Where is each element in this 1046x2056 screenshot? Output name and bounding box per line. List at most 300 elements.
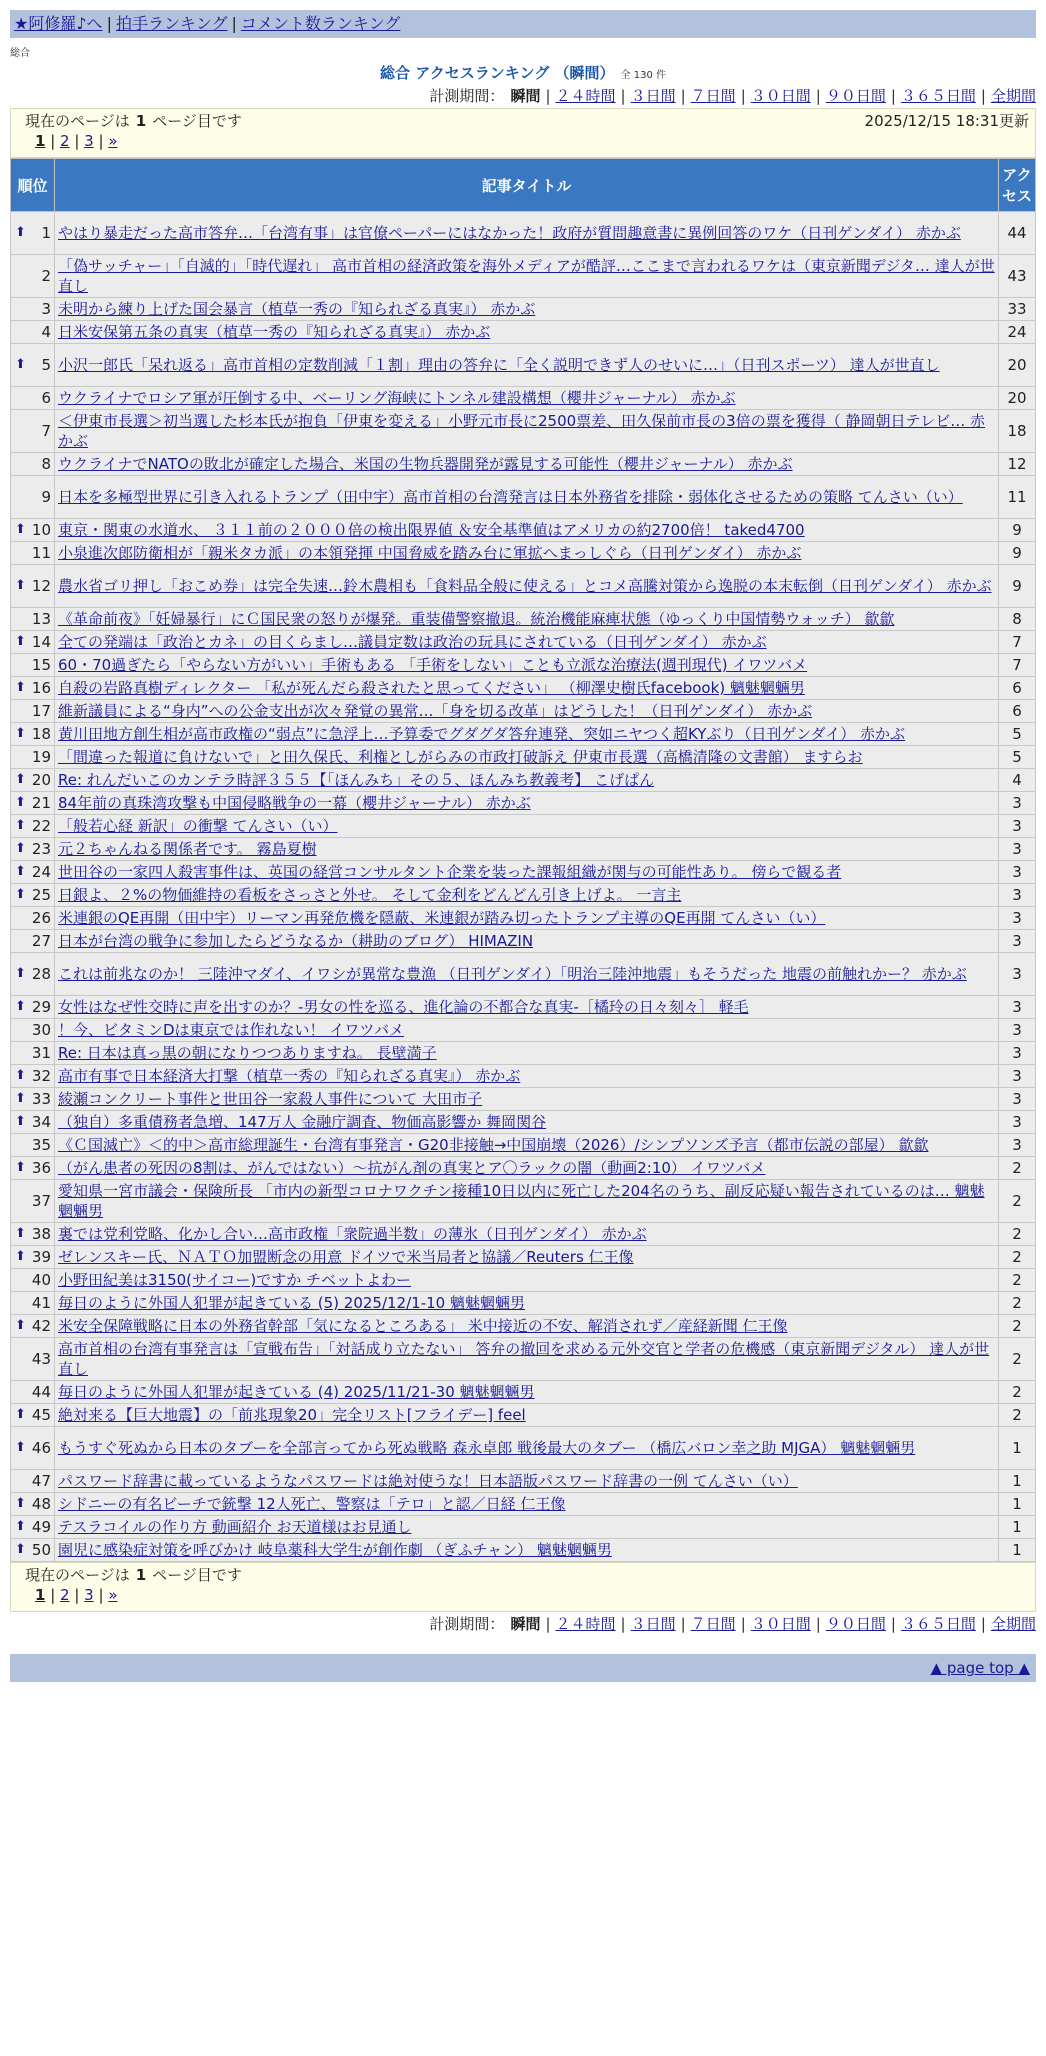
article-title-link[interactable]: 絶対来る【巨大地震】の「前兆現象20」完全リスト[フライデー] feel	[58, 1406, 526, 1424]
article-title-link[interactable]: 日本が台湾の戦争に参加したらどうなるか（耕助のブログ） HIMAZIN	[58, 932, 534, 950]
access-count: 1	[999, 1493, 1036, 1516]
rank-number: 7	[41, 422, 51, 440]
title-cell	[55, 565, 999, 608]
rank-cell	[11, 996, 55, 1019]
period-separator: |	[890, 1615, 896, 1633]
rank-up-arrow-icon: ⬆	[15, 578, 26, 593]
access-count: 5	[999, 723, 1036, 746]
table-row	[11, 1404, 1036, 1427]
access-count: 3	[999, 953, 1036, 996]
category-label: 総合	[10, 48, 30, 59]
rank-number: 23	[31, 840, 51, 858]
rank-number: 9	[41, 488, 51, 506]
period-link[interactable]: ２４時間	[555, 1615, 616, 1633]
rank-cell	[11, 930, 55, 953]
rank-cell	[11, 838, 55, 861]
comment-ranking-link[interactable]: コメント数ランキング	[240, 14, 401, 33]
article-title-link[interactable]: 小泉進次郎防衛相が「親米タカ派」の本領発揮 中国脅威を踏み台に軍拡へまっしぐら（日刊ゲンダイ） 赤かぶ	[58, 544, 802, 562]
article-title-link[interactable]: 元２ちゃんねる関係者です。 霧島夏樹	[58, 840, 317, 858]
rank-number: 12	[31, 577, 51, 595]
title-cell	[55, 815, 999, 838]
access-count: 5	[999, 746, 1036, 769]
page-separator: |	[45, 132, 61, 150]
applause-ranking-link[interactable]: 拍手ランキング	[115, 14, 228, 33]
article-title-link[interactable]: 裏では党利党略、化かし合い…高市政権「衆院過半数」の薄氷（日刊ゲンダイ） 赤かぶ	[58, 1225, 647, 1243]
rank-number: 31	[31, 1044, 51, 1062]
table-row	[11, 631, 1036, 654]
article-title-link[interactable]: 世田谷の一家四人殺害事件は、英国の経営コンサルタント企業を装った課報組織が関与の可能性あり。 傍らで観る者	[58, 863, 842, 881]
rank-up-arrow-icon: ⬆	[15, 864, 26, 879]
table-row	[11, 298, 1036, 321]
period-link[interactable]: ３日間	[630, 87, 676, 105]
rank-cell	[11, 344, 55, 387]
title-cell	[55, 1223, 999, 1246]
table-row	[11, 996, 1036, 1019]
article-title-link[interactable]: 毎日のように外国人犯罪が起きている (4) 2025/11/21-30 魑魅魍魎男	[58, 1383, 535, 1401]
title-cell	[55, 344, 999, 387]
current-page-prefix: 現在のページは	[25, 112, 130, 130]
rank-cell	[11, 1269, 55, 1292]
rank-up-arrow-icon: ⬆	[15, 887, 26, 902]
rank-cell	[11, 410, 55, 453]
rank-up-arrow-icon: ⬆	[15, 1114, 26, 1129]
rank-number: 24	[31, 863, 51, 881]
rank-cell	[11, 815, 55, 838]
period-separator: |	[545, 87, 551, 105]
rank-up-arrow-icon: ⬆	[15, 841, 26, 856]
rank-number: 34	[31, 1113, 51, 1131]
rank-cell	[11, 1404, 55, 1427]
article-title-link[interactable]: 《Ｃ国滅亡》＜的中＞高市総理誕生・台湾有事発言・G20非接触→中国崩壊（2026）/シンプソンズ予言（都市伝説の部屋） 歙歙	[58, 1136, 929, 1154]
table-row	[11, 321, 1036, 344]
title-cell	[55, 1539, 999, 1562]
table-row	[11, 1315, 1036, 1338]
page-separator: |	[69, 132, 85, 150]
table-row	[11, 953, 1036, 996]
title-cell	[55, 1019, 999, 1042]
article-title-link[interactable]: 東京・関東の水道水、 ３１１前の２０００倍の検出限界値 ＆安全基準値はアメリカの約2700倍！ taked4700	[58, 521, 805, 539]
page-links	[25, 1585, 1031, 1605]
rank-number: 13	[31, 610, 51, 628]
rank-number: 8	[41, 455, 51, 473]
title-cell	[55, 1134, 999, 1157]
table-row	[11, 453, 1036, 476]
page-link[interactable]: 3	[84, 1586, 94, 1604]
period-link[interactable]: ３６５日間	[900, 1615, 976, 1633]
access-count: 2	[999, 1223, 1036, 1246]
page-top-link[interactable]: ▲ page top ▲	[930, 1659, 1030, 1677]
rank-up-arrow-icon: ⬆	[15, 1519, 26, 1534]
current-page-number: 1	[135, 112, 147, 130]
title-cell	[55, 861, 999, 884]
rank-cell	[11, 1088, 55, 1111]
article-title-link[interactable]: やはり暴走だった高市答弁…「台湾有事」は官僚ペーパーにはなかった！政府が質問趣意書に異例回答のワケ（日刊ゲンダイ） 赤かぶ	[58, 224, 961, 242]
article-title-link[interactable]: 未明から練り上げた国会暴言（植草一秀の『知られざる真実』） 赤かぶ	[58, 300, 536, 318]
table-row	[11, 861, 1036, 884]
rank-cell	[11, 565, 55, 608]
access-count: 33	[999, 298, 1036, 321]
access-count: 44	[999, 212, 1036, 255]
table-row	[11, 769, 1036, 792]
rank-up-arrow-icon: ⬆	[15, 1226, 26, 1241]
article-title-link[interactable]: Re: れんだいこのカンテラ時評３５５【「ほんみち」その５、ほんみち教義考】 こげぱん	[58, 771, 655, 789]
title-cell	[55, 298, 999, 321]
access-count: 20	[999, 344, 1036, 387]
rank-cell	[11, 907, 55, 930]
period-link[interactable]: ７日間	[690, 87, 736, 105]
home-link[interactable]: ★阿修羅♪へ	[14, 14, 103, 33]
rank-cell	[11, 1223, 55, 1246]
table-row	[11, 1134, 1036, 1157]
rank-up-arrow-icon: ⬆	[15, 680, 26, 695]
rank-cell	[11, 1315, 55, 1338]
table-row	[11, 700, 1036, 723]
period-separator: |	[620, 1615, 626, 1633]
period-link[interactable]: ３日間	[630, 1615, 676, 1633]
access-count: 8	[999, 608, 1036, 631]
rank-number: 47	[31, 1472, 51, 1490]
access-count: 4	[999, 769, 1036, 792]
page-title: 総合 アクセスランキング （瞬間）	[380, 64, 615, 82]
article-title-link[interactable]: 女性はなぜ性交時に声を出すのか？-男女の性を巡る、進化論の不都合な真実-［橘玲の日々刻々］ 軽毛	[58, 998, 749, 1016]
period-label: 計測期間：	[429, 87, 505, 105]
current-page-prefix: 現在のページは	[25, 1566, 130, 1584]
period-link[interactable]: ３６５日間	[900, 87, 976, 105]
article-title-link[interactable]: 米連銀のQE再開（田中宇）リーマン再発危機を隠蔽、米連銀が踏み切ったトランプ主導のQE再開 てんさい（い）	[58, 909, 826, 927]
top-nav	[10, 10, 1036, 38]
title-cell	[55, 746, 999, 769]
title-cell	[55, 1338, 999, 1381]
table-row	[11, 1246, 1036, 1269]
rank-cell	[11, 677, 55, 700]
title-cell	[55, 654, 999, 677]
rank-cell	[11, 792, 55, 815]
total-count: 全 130 件	[620, 70, 666, 81]
rank-number: 20	[31, 771, 51, 789]
article-title-link[interactable]: 米安全保障戦略に日本の外務省幹部「気になるところある」 米中接近の不安、解消されず／産経新聞 仁王像	[58, 1317, 788, 1335]
title-cell	[55, 930, 999, 953]
rank-cell	[11, 387, 55, 410]
article-title-link[interactable]: 全ての発端は「政治とカネ」の目くらまし…議員定数は政治の玩具にされている（日刊ゲンダイ） 赤かぶ	[58, 633, 767, 651]
rank-cell	[11, 1065, 55, 1088]
table-row	[11, 519, 1036, 542]
header-rank: 順位	[11, 159, 55, 212]
rank-number: 14	[31, 633, 51, 651]
page-link[interactable]: 2	[60, 132, 70, 150]
access-count: 2	[999, 1246, 1036, 1269]
period-link[interactable]: ２４時間	[555, 87, 616, 105]
article-title-link[interactable]: 高市有事で日本経済大打撃（植草一秀の『知られざる真実』） 赤かぶ	[58, 1067, 521, 1085]
rank-number: 26	[31, 909, 51, 927]
access-count: 6	[999, 700, 1036, 723]
rank-up-arrow-icon: ⬆	[15, 1407, 26, 1422]
article-title-link[interactable]: 「偽サッチャー」「自滅的」「時代遅れ」 高市首相の経済政策を海外メディアが酷評…ここまで言われるワケは（東京新聞デジタ… 達人が世直し	[58, 257, 995, 295]
rank-number: 16	[31, 679, 51, 697]
rank-cell	[11, 298, 55, 321]
rank-number: 4	[41, 323, 51, 341]
title-cell	[55, 884, 999, 907]
article-title-link[interactable]: 「間違った報道に負けないで」と田久保氏、利権としがらみの市政打破訴え 伊東市長選（高橋清隆の文書館） ますらお	[58, 748, 863, 766]
article-title-link[interactable]: パスワード辞書に載っているようなパスワードは絶対使うな！日本語版パスワード辞書の一例 てんさい（い）	[58, 1472, 798, 1490]
period-separator: |	[980, 87, 986, 105]
access-count: 7	[999, 631, 1036, 654]
article-title-link[interactable]: 84年前の真珠湾攻撃も中国侵略戦争の一幕（櫻井ジャーナル） 赤かぶ	[58, 794, 531, 812]
rank-cell	[11, 1493, 55, 1516]
article-title-link[interactable]: 園児に感染症対策を呼びかけ 岐阜薬科大学生が創作劇 （ぎふチャン） 魑魅魍魎男	[58, 1541, 612, 1559]
title-cell	[55, 1065, 999, 1088]
article-title-link[interactable]: ！今、ビタミンDは東京では作れない！ イワツバメ	[58, 1021, 405, 1039]
title-cell	[55, 792, 999, 815]
table-row	[11, 255, 1036, 298]
table-row	[11, 1292, 1036, 1315]
rank-cell	[11, 519, 55, 542]
nav-separator: |	[106, 14, 112, 33]
table-row	[11, 410, 1036, 453]
rank-number: 42	[31, 1317, 51, 1335]
rank-cell	[11, 1516, 55, 1539]
title-cell	[55, 1427, 999, 1470]
updated-timestamp: 2025/12/15 18:31更新	[864, 112, 1029, 130]
period-link[interactable]: ３０日間	[750, 1615, 811, 1633]
article-title-link[interactable]: シドニーの有名ビーチで銃撃 12人死亡、警察は「テロ」と認／日経 仁王像	[58, 1495, 566, 1513]
table-row	[11, 1338, 1036, 1381]
article-title-link[interactable]: 愛知県一宮市議会・保険所長 「市内の新型コロナワクチン接種10日以内に死亡した204名のうち、副反応疑い報告されているのは… 魑魅魍魎男	[58, 1182, 985, 1220]
title-cell	[55, 453, 999, 476]
article-title-link[interactable]: 農水省ゴリ押し「おこめ券」は完全失速…鈴木農相も「食料品全般に使える」とコメ高騰対策から逸脱の本末転倒（日刊ゲンダイ） 赤かぶ	[58, 577, 992, 595]
page-separator: |	[93, 132, 109, 150]
rank-cell	[11, 476, 55, 519]
rank-cell	[11, 1338, 55, 1381]
period-link[interactable]: ７日間	[690, 1615, 736, 1633]
next-page-link[interactable]: »	[108, 132, 118, 150]
article-title-link[interactable]: （がん患者の死因の8割は、がんではない）～抗がん剤の真実とア〇ラックの闇（動画2:10） イワツバメ	[58, 1159, 766, 1177]
rank-up-arrow-icon: ⬆	[15, 726, 26, 741]
article-title-link[interactable]: 維新議員による“身内”への公金支出が次々発覚の異常…「身を切る改革」はどうした！（日刊ゲンダイ） 赤かぶ	[58, 702, 813, 720]
period-selector-bottom	[10, 1612, 1036, 1636]
access-count: 9	[999, 519, 1036, 542]
access-count: 2	[999, 1315, 1036, 1338]
article-title-link[interactable]: 60・70過ぎたら「やらない方がいい」手術もある 「手術をしない」ことも立派な治療法(週刊現代) イワツバメ	[58, 656, 808, 674]
rank-number: 17	[31, 702, 51, 720]
table-row	[11, 792, 1036, 815]
title-cell	[55, 769, 999, 792]
rank-number: 22	[31, 817, 51, 835]
title-cell	[55, 387, 999, 410]
title-cell	[55, 953, 999, 996]
current-page-suffix: ページ目です	[152, 1566, 242, 1584]
page-link[interactable]: 2	[60, 1586, 70, 1604]
table-row	[11, 1088, 1036, 1111]
period-separator: |	[680, 1615, 686, 1633]
table-row	[11, 1427, 1036, 1470]
article-title-link[interactable]: もうすぐ死ぬから日本のタブーを全部言ってから死ぬ戦略 森永卓郎 戦後最大のタブー （橋広バロン幸之助 MJGA） 魑魅魍魎男	[58, 1439, 916, 1457]
rank-up-arrow-icon: ⬆	[15, 1249, 26, 1264]
article-title-link[interactable]: 綾瀬コンクリート事件と世田谷一家殺人事件について 大田市子	[58, 1090, 483, 1108]
access-count: 2	[999, 1269, 1036, 1292]
title-cell	[55, 996, 999, 1019]
article-title-link[interactable]: これは前兆なのか！ 三陸沖マダイ、イワシが異常な豊漁 （日刊ゲンダイ）「明治三陸沖地震」もそうだった 地震の前触れかー？ 赤かぶ	[58, 965, 967, 983]
article-title-link[interactable]: 小野田紀美は3150(サイコー)ですか チベットよわー	[58, 1271, 411, 1289]
current-page-suffix: ページ目です	[152, 112, 242, 130]
header-access: アクセス	[999, 159, 1036, 212]
rank-number: 44	[31, 1383, 51, 1401]
period-link[interactable]: ３０日間	[750, 87, 811, 105]
rank-up-arrow-icon: ⬆	[15, 1440, 26, 1455]
access-count: 2	[999, 1292, 1036, 1315]
rank-cell	[11, 453, 55, 476]
header-title: 記事タイトル	[55, 159, 999, 212]
article-title-link[interactable]: 自殺の岩路真樹ディレクター 「私が死んだら殺されたと思ってください」 （柳澤史樹氏facebook) 魑魅魍魎男	[58, 679, 805, 697]
access-count: 18	[999, 410, 1036, 453]
title-cell	[55, 1157, 999, 1180]
rank-cell	[11, 321, 55, 344]
rank-number: 15	[31, 656, 51, 674]
title-cell	[55, 1088, 999, 1111]
rank-cell	[11, 746, 55, 769]
table-row	[11, 677, 1036, 700]
article-title-link[interactable]: 黄川田地方創生相が高市政権の“弱点”に急浮上…予算委でグダグダ答弁連発、突如ニヤつく超KYぶり（日刊ゲンダイ） 赤かぶ	[58, 725, 905, 743]
rank-up-arrow-icon: ⬆	[15, 1160, 26, 1175]
article-title-link[interactable]: 日本を多極型世界に引き入れるトランプ（田中宇）高市首相の台湾発言は日本外務省を排除・弱体化させるための策略 てんさい（い）	[58, 488, 963, 506]
period-link[interactable]: ９０日間	[825, 87, 886, 105]
rank-up-arrow-icon: ⬆	[15, 795, 26, 810]
table-row	[11, 1042, 1036, 1065]
title-cell	[55, 1246, 999, 1269]
rank-cell	[11, 861, 55, 884]
access-count: 6	[999, 677, 1036, 700]
article-title-link[interactable]: ゼレンスキー氏、ＮＡＴＯ加盟断念の用意 ドイツで米当局者と協議／Reuters 仁王像	[58, 1248, 634, 1266]
nav-separator: |	[231, 14, 237, 33]
page-separator: |	[69, 1586, 85, 1604]
table-row	[11, 815, 1036, 838]
article-title-link[interactable]: 高市首相の台湾有事発言は「宣戦布告」「対話成り立たない」 答弁の撤回を求める元外交官と学者の危機感（東京新聞デジタル） 達人が世直し	[58, 1340, 990, 1378]
rank-number: 36	[31, 1159, 51, 1177]
rank-up-arrow-icon: ⬆	[15, 1068, 26, 1083]
access-count: 3	[999, 1134, 1036, 1157]
title-cell	[55, 677, 999, 700]
page-separator: |	[45, 1586, 61, 1604]
table-row	[11, 608, 1036, 631]
article-title-link[interactable]: ウクライナでロシア軍が圧倒する中、ベーリング海峡にトンネル建設構想（櫻井ジャーナル） 赤かぶ	[58, 389, 736, 407]
table-row	[11, 476, 1036, 519]
access-count: 2	[999, 1381, 1036, 1404]
article-title-link[interactable]: ＜伊東市長選＞初当選した杉本氏が抱負「伊東を変える」小野元市長に2500票差、田久保前市長の3倍の票を獲得（ 静岡朝日テレビ… 赤かぶ	[58, 412, 985, 450]
rank-cell	[11, 1019, 55, 1042]
period-separator: |	[545, 1615, 551, 1633]
period-link[interactable]: ９０日間	[825, 1615, 886, 1633]
access-count: 11	[999, 476, 1036, 519]
title-cell	[55, 1493, 999, 1516]
rank-number: 38	[31, 1225, 51, 1243]
rank-number: 48	[31, 1495, 51, 1513]
access-count: 1	[999, 1516, 1036, 1539]
table-row	[11, 1065, 1036, 1088]
title-cell	[55, 410, 999, 453]
access-count: 24	[999, 321, 1036, 344]
rank-up-arrow-icon: ⬆	[15, 225, 26, 240]
title-cell	[55, 1111, 999, 1134]
title-cell	[55, 1180, 999, 1223]
article-title-link[interactable]: 日銀よ、２%の物価維持の看板をさっさと外せ。 そして金利をどんどん引き上げよ。 一言主	[58, 886, 682, 904]
rank-number: 45	[31, 1406, 51, 1424]
rank-number: 32	[31, 1067, 51, 1085]
access-count: 9	[999, 565, 1036, 608]
title-cell	[55, 321, 999, 344]
article-title-link[interactable]: 小沢一郎氏「呆れ返る」高市首相の定数削減「１割」理由の答弁に「全く説明できず人のせいに…」（日刊スポーツ） 達人が世直し	[58, 356, 940, 374]
access-count: 3	[999, 792, 1036, 815]
access-count: 2	[999, 1338, 1036, 1381]
title-cell	[55, 631, 999, 654]
title-cell	[55, 1470, 999, 1493]
access-count: 3	[999, 1111, 1036, 1134]
rank-up-arrow-icon: ⬆	[15, 818, 26, 833]
page-current: 1	[35, 1586, 46, 1604]
article-title-link[interactable]: 《革命前夜》「妊婦暴行」にＣ国民衆の怒りが爆発。重装備警察撤退。統治機能麻痺状態（ゆっくり中国情勢ウォッチ） 歙歙	[58, 610, 895, 628]
period-link[interactable]: 全期間	[990, 1615, 1036, 1633]
title-cell	[55, 723, 999, 746]
period-selector	[10, 84, 1036, 108]
access-count: 3	[999, 996, 1036, 1019]
rank-number: 50	[31, 1541, 51, 1559]
page	[10, 10, 1036, 1682]
title-cell	[55, 212, 999, 255]
article-title-link[interactable]: ウクライナでNATOの敗北が確定した場合、米国の生物兵器開発が露見する可能性（櫻井ジャーナル） 赤かぶ	[58, 455, 793, 473]
page-links	[25, 131, 1031, 151]
article-title-link[interactable]: 「般若心経 新訳」の衝撃 てんさい（い）	[58, 817, 338, 835]
article-title-link[interactable]: テスラコイルの作り方 動画紹介 お天道様はお見通し	[58, 1518, 412, 1536]
rank-number: 46	[31, 1439, 51, 1457]
access-count: 3	[999, 1042, 1036, 1065]
rank-cell	[11, 212, 55, 255]
period-separator: |	[740, 1615, 746, 1633]
rank-number: 49	[31, 1518, 51, 1536]
rank-number: 2	[41, 267, 51, 285]
page-link[interactable]: 3	[84, 132, 94, 150]
rank-up-arrow-icon: ⬆	[15, 772, 26, 787]
rank-number: 18	[31, 725, 51, 743]
rank-number: 28	[31, 965, 51, 983]
ranking-table	[10, 158, 1036, 1562]
rank-up-arrow-icon: ⬆	[15, 634, 26, 649]
period-label: 計測期間：	[429, 1615, 505, 1633]
next-page-link[interactable]: »	[108, 1586, 118, 1604]
table-row	[11, 1516, 1036, 1539]
title-cell	[55, 542, 999, 565]
pagination-box	[10, 108, 1036, 158]
access-count: 1	[999, 1539, 1036, 1562]
rank-number: 30	[31, 1021, 51, 1039]
access-count: 7	[999, 654, 1036, 677]
table-row	[11, 930, 1036, 953]
rank-number: 19	[31, 748, 51, 766]
rank-cell	[11, 1292, 55, 1315]
article-title-link[interactable]: 日米安保第五条の真実（植草一秀の『知られざる真実』） 赤かぶ	[58, 323, 491, 341]
title-cell	[55, 476, 999, 519]
article-title-link[interactable]: （独自）多重債務者急増、147万人 金融庁調査、物価高影響か 舞岡関谷	[58, 1113, 547, 1131]
rank-cell	[11, 1427, 55, 1470]
article-title-link[interactable]: Re: 日本は真っ黒の朝になりつつありますね。 長壁満子	[58, 1044, 437, 1062]
rank-number: 25	[31, 886, 51, 904]
period-separator: |	[815, 87, 821, 105]
ranking-title-line	[10, 62, 1036, 84]
period-separator: |	[620, 87, 626, 105]
rank-cell	[11, 1246, 55, 1269]
article-title-link[interactable]: 毎日のように外国人犯罪が起きている (5) 2025/12/1-10 魑魅魍魎男	[58, 1294, 525, 1312]
rank-cell	[11, 631, 55, 654]
period-link[interactable]: 全期間	[990, 87, 1036, 105]
current-page-text	[25, 1565, 1031, 1585]
rank-cell	[11, 884, 55, 907]
